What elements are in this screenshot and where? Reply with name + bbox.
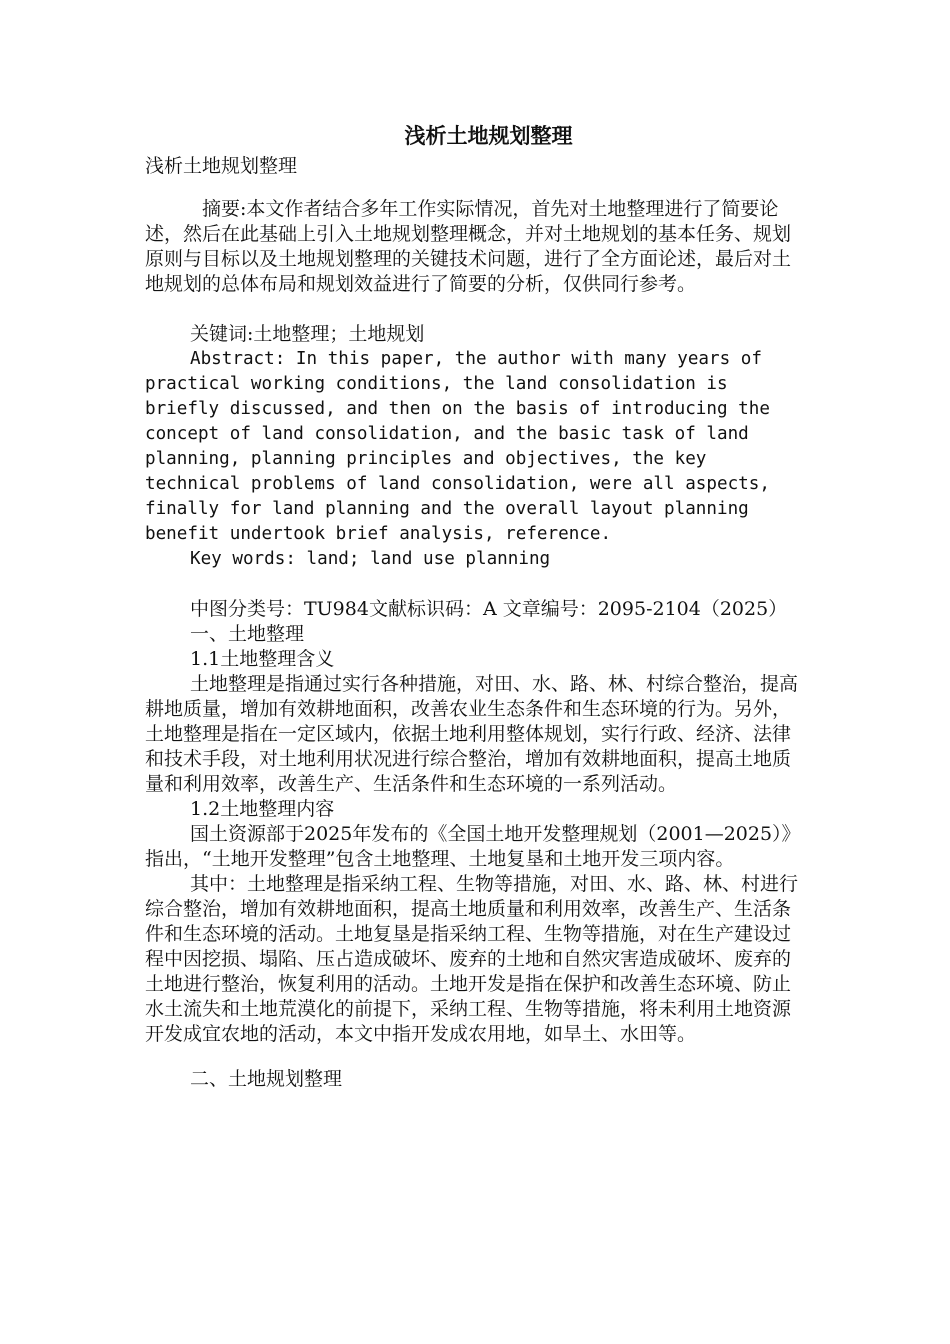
keywords-chinese: 关键词:土地整理；土地规划 <box>190 323 425 345</box>
section-2-heading: 二、土地规划整理 <box>190 1068 343 1090</box>
abstract-english: Abstract: In this paper, the author with many years of practical working conditions, the land consolidation is briefly discussed, and then on the basis of introducing the concept of land consolidation, and the basic task of land planning, planning principles and objectives, the key technical problems of land consolidation, were all aspects, finally for land planning and the overall layout planning benefit undertook brief analysis, reference. <box>145 349 770 544</box>
abstract-chinese: 摘要:本文作者结合多年工作实际情况，首先对土地整理进行了简要论述，然后在此基础上引入土地规划整理概念，并对土地规划的基本任务、规划原则与目标以及土地规划整理的关键技术问题，进行了全方面论述，最后对土地规划的总体布局和规划效益进行了简要的分析，仅供同行参考。 <box>145 198 792 295</box>
keywords-english: Key words: land; land use planning <box>190 549 551 569</box>
document-subtitle: 浅析土地规划整理 <box>145 155 298 177</box>
document-title: 浅析土地规划整理 <box>404 123 573 148</box>
section-1-heading: 一、土地整理 <box>190 623 305 645</box>
section-1-2-heading: 1.2土地整理内容 <box>190 798 335 820</box>
classification-line: 中图分类号：TU984文献标识码：A 文章编号：2095-2104（2025） <box>190 598 788 620</box>
section-1-1-paragraph: 土地整理是指通过实行各种措施，对田、水、路、林、村综合整治，提高耕地质量，增加有效耕地面积，改善农业生态条件和生态环境的行为。另外，土地整理是指在一定区域内，依据土地利用整体规划，实行行政、经济、法律和技术手段，对土地利用状况进行综合整治，增加有效耕地面积，提高土地质量和利用效率，改善生产、生活条件和生态环境的一系列活动。 <box>145 673 799 795</box>
section-1-1-heading: 1.1土地整理含义 <box>190 648 335 670</box>
section-1-2-paragraph-2: 其中：土地整理是指采纳工程、生物等措施，对田、水、路、林、村进行综合整治，增加有效耕地面积，提高土地质量和利用效率，改善生产、生活条件和生态环境的活动。土地复垦是指采纳工程、生物等措施，对在生产建设过程中因挖损、塌陷、压占造成破坏、废弃的土地和自然灾害造成破坏、废弃的土地进行整治，恢复利用的活动。土地开发是指在保护和改善生态环境、防止水土流失和土地荒漠化的前提下，采纳工程、生物等措施，将未利用土地资源开发成宜农地的活动，本文中指开发成农用地，如旱土、水田等。 <box>145 873 799 1045</box>
section-1-2-paragraph-1: 国土资源部于2025年发布的《全国土地开发整理规划（2001—2025）》指出，“土地开发整理”包含土地整理、土地复垦和土地开发三项内容。 <box>145 823 801 870</box>
document-page <box>145 118 807 1092</box>
